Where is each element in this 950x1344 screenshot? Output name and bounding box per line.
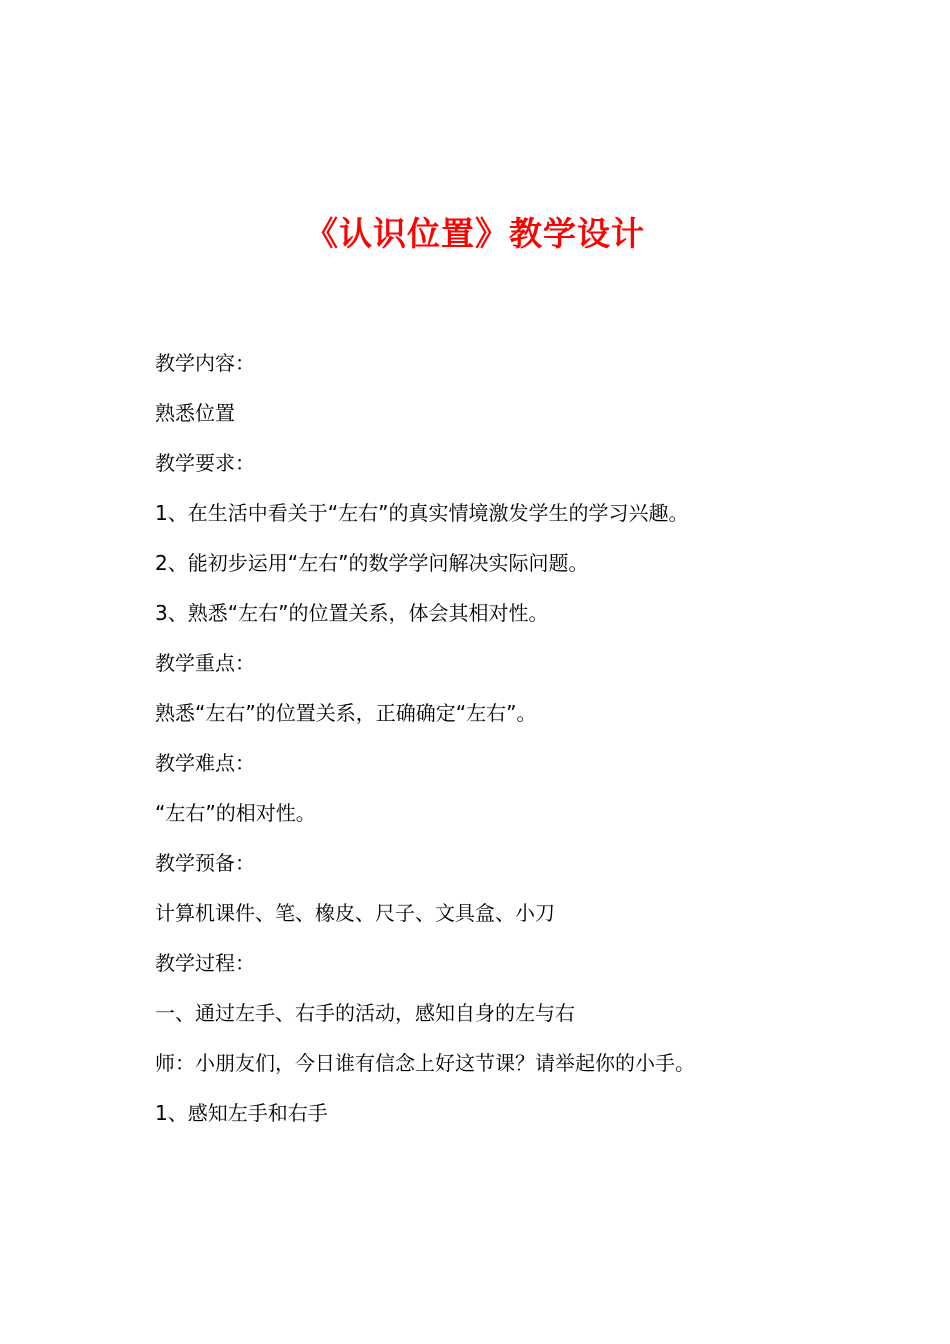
section-heading-requirements: 教学要求：	[155, 451, 255, 475]
section-heading-key-points: 教学重点：	[155, 651, 255, 675]
sub-step-1: 1、感知左手和右手	[155, 1101, 328, 1125]
paragraph: 计算机课件、笔、橡皮、尺子、文具盒、小刀	[155, 901, 555, 925]
requirement-item-1: 1、在生活中看关于“左右”的真实情境激发学生的学习兴趣。	[155, 501, 689, 525]
process-step-1: 一、通过左手、右手的活动，感知自身的左与右	[155, 1001, 575, 1025]
paragraph: 熟悉位置	[155, 401, 235, 425]
section-heading-content: 教学内容：	[155, 351, 255, 375]
document-title: 《认识位置》教学设计	[305, 214, 645, 253]
paragraph: 熟悉“左右”的位置关系，正确确定“左右”。	[155, 701, 537, 725]
section-heading-preparation: 教学预备：	[155, 851, 255, 875]
paragraph: “左右”的相对性。	[155, 801, 316, 825]
section-heading-difficulties: 教学难点：	[155, 751, 255, 775]
section-heading-process: 教学过程：	[155, 951, 255, 975]
requirement-item-3: 3、熟悉“左右”的位置关系，体会其相对性。	[155, 601, 549, 625]
document-body	[155, 338, 855, 1138]
paragraph: 师：小朋友们，今日谁有信念上好这节课？请举起你的小手。	[155, 1051, 695, 1075]
requirement-item-2: 2、能初步运用“左右”的数学学问解决实际问题。	[155, 551, 589, 575]
